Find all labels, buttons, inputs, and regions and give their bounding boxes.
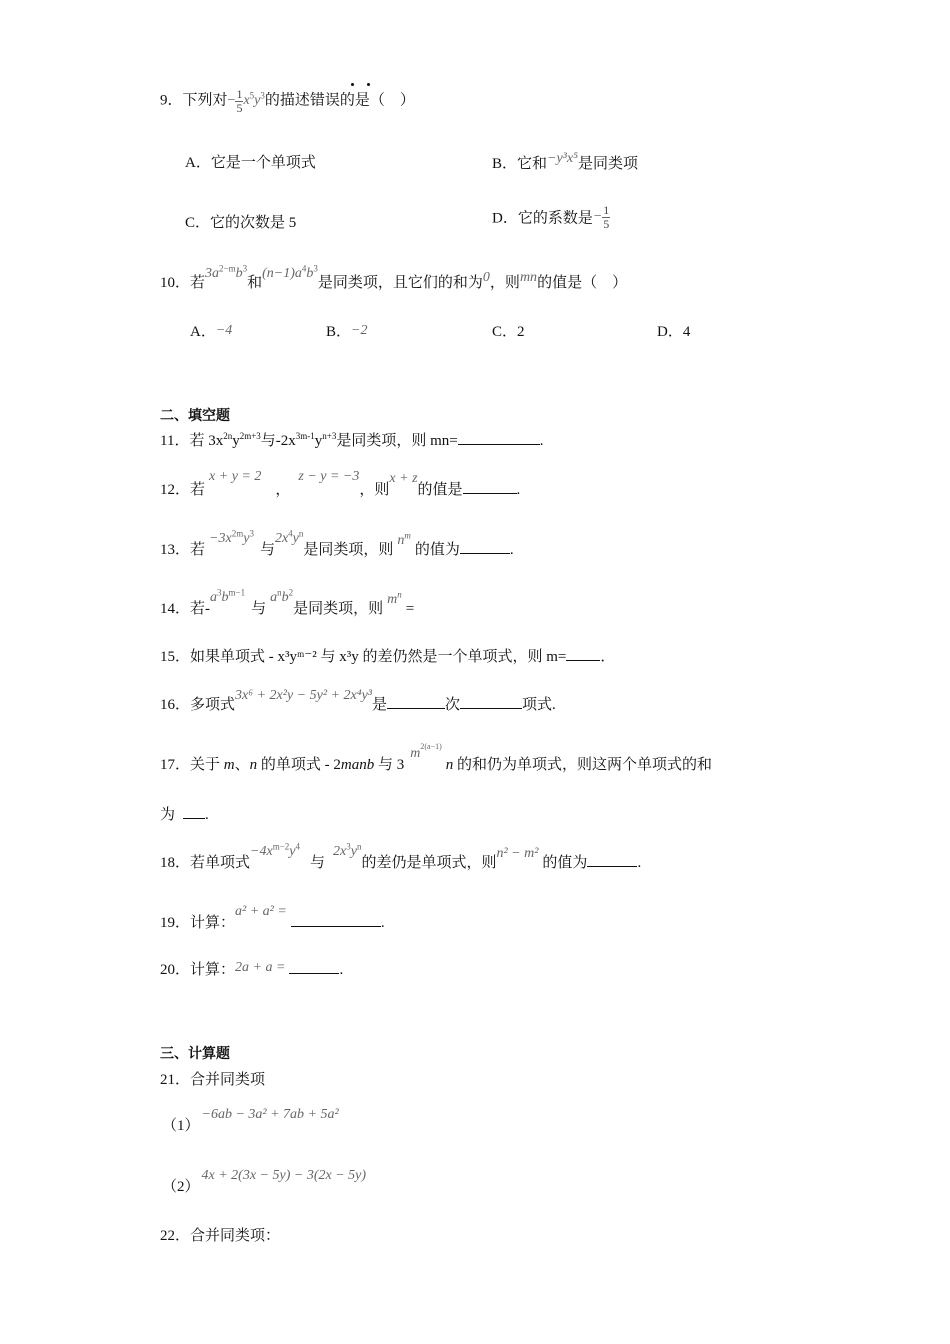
q17-line2: 为 . bbox=[160, 807, 209, 823]
answer-blank[interactable] bbox=[460, 707, 522, 709]
q21-part1: （1）−6ab − 3a² + 7ab + 5a² bbox=[162, 1107, 339, 1134]
q9-expression: − $\frac{1}{5}$ $x^5y^3$ bbox=[227, 87, 265, 115]
answer-blank[interactable] bbox=[587, 865, 637, 867]
section-title-fill-in: 二、填空题 bbox=[160, 408, 230, 424]
q9-number: 9． bbox=[160, 92, 183, 109]
q20: 20．计算：2a + a = . bbox=[160, 960, 344, 978]
answer-blank[interactable] bbox=[463, 492, 517, 494]
q9-option-a: A．它是一个单项式 bbox=[185, 155, 316, 171]
q9-text-before: 下列对 bbox=[182, 92, 228, 109]
q9-option-b: B．它和−y³x⁵是同类项 bbox=[492, 151, 638, 172]
q15: 15．如果单项式 - x³yᵐ⁻² 与 x³y 的差仍然是一个单项式，则 m= ． bbox=[160, 649, 616, 665]
q17-line1: 17．关于 m、n 的单项式 - 2manb 与 $3m^{2(a-1)}n$ 的和仍为单项式，则这两个单项式的和 bbox=[160, 742, 713, 773]
q14: 14．若$-a^3b^{m-1}$与$a^nb^2$是同类项，则$m^n=$ bbox=[160, 587, 415, 617]
q11: 11．若 $3x^{2n}y^{2m+3}$与$-2x^{3m-1}y^{n+3}$是同类项，则 mn= . bbox=[160, 431, 544, 449]
answer-blank[interactable] bbox=[460, 552, 510, 554]
emphasis-dot bbox=[367, 83, 370, 86]
q16: 16．多项式3x⁶ + 2x²y − 5y² + 2x⁴y³是 次 项式. bbox=[160, 688, 556, 713]
q10-option-b: B．−2 bbox=[326, 323, 368, 340]
q10-option-c: C．2 bbox=[492, 324, 525, 340]
q19: 19．计算：a² + a² =. bbox=[160, 904, 385, 931]
answer-blank[interactable] bbox=[289, 972, 339, 974]
q12: 12．若x + y = 2，z − y = −3，则x + z的值是 . bbox=[160, 469, 521, 498]
emphasis-dot bbox=[351, 83, 354, 86]
q9-stem bbox=[160, 88, 415, 114]
q9-option-d: D．它的系数是− $\frac{1}{5}$ bbox=[492, 203, 610, 231]
q21: 21．合并同类项 bbox=[160, 1072, 266, 1088]
q10-option-d: D．4 bbox=[657, 324, 691, 340]
q22: 22．合并同类项： bbox=[160, 1228, 281, 1244]
q21-part2: （2）4x + 2(3x − 5y) − 3(2x − 5y) bbox=[162, 1168, 367, 1195]
answer-blank[interactable] bbox=[291, 925, 381, 927]
q9-option-c: C．它的次数是 5 bbox=[185, 215, 297, 231]
answer-blank[interactable] bbox=[566, 659, 600, 661]
section-title-calculation: 三、计算题 bbox=[160, 1046, 230, 1062]
q13: 13．若$-3x^{2m}y^3$与$2x^4y^n$是同类项，则$n^m$的值为 . bbox=[160, 528, 514, 558]
q9-text-after: 的描述错误的是（ ） bbox=[264, 92, 415, 109]
answer-blank[interactable] bbox=[387, 707, 445, 709]
q10-stem: 10．若$3a^{2-m}b^3$和$(n-1)a^4b^3$是同类项，且它们的和为0，则mn的值是（ ） bbox=[160, 263, 628, 291]
answer-blank[interactable] bbox=[458, 443, 540, 445]
q18: 18．若单项式$-4x^{m-2}y^4$与$2x^3y^n$的差仍是单项式，则n² − m²的值为 . bbox=[160, 841, 642, 871]
q10-option-a: A．−4 bbox=[190, 323, 233, 340]
answer-blank[interactable] bbox=[183, 817, 205, 819]
